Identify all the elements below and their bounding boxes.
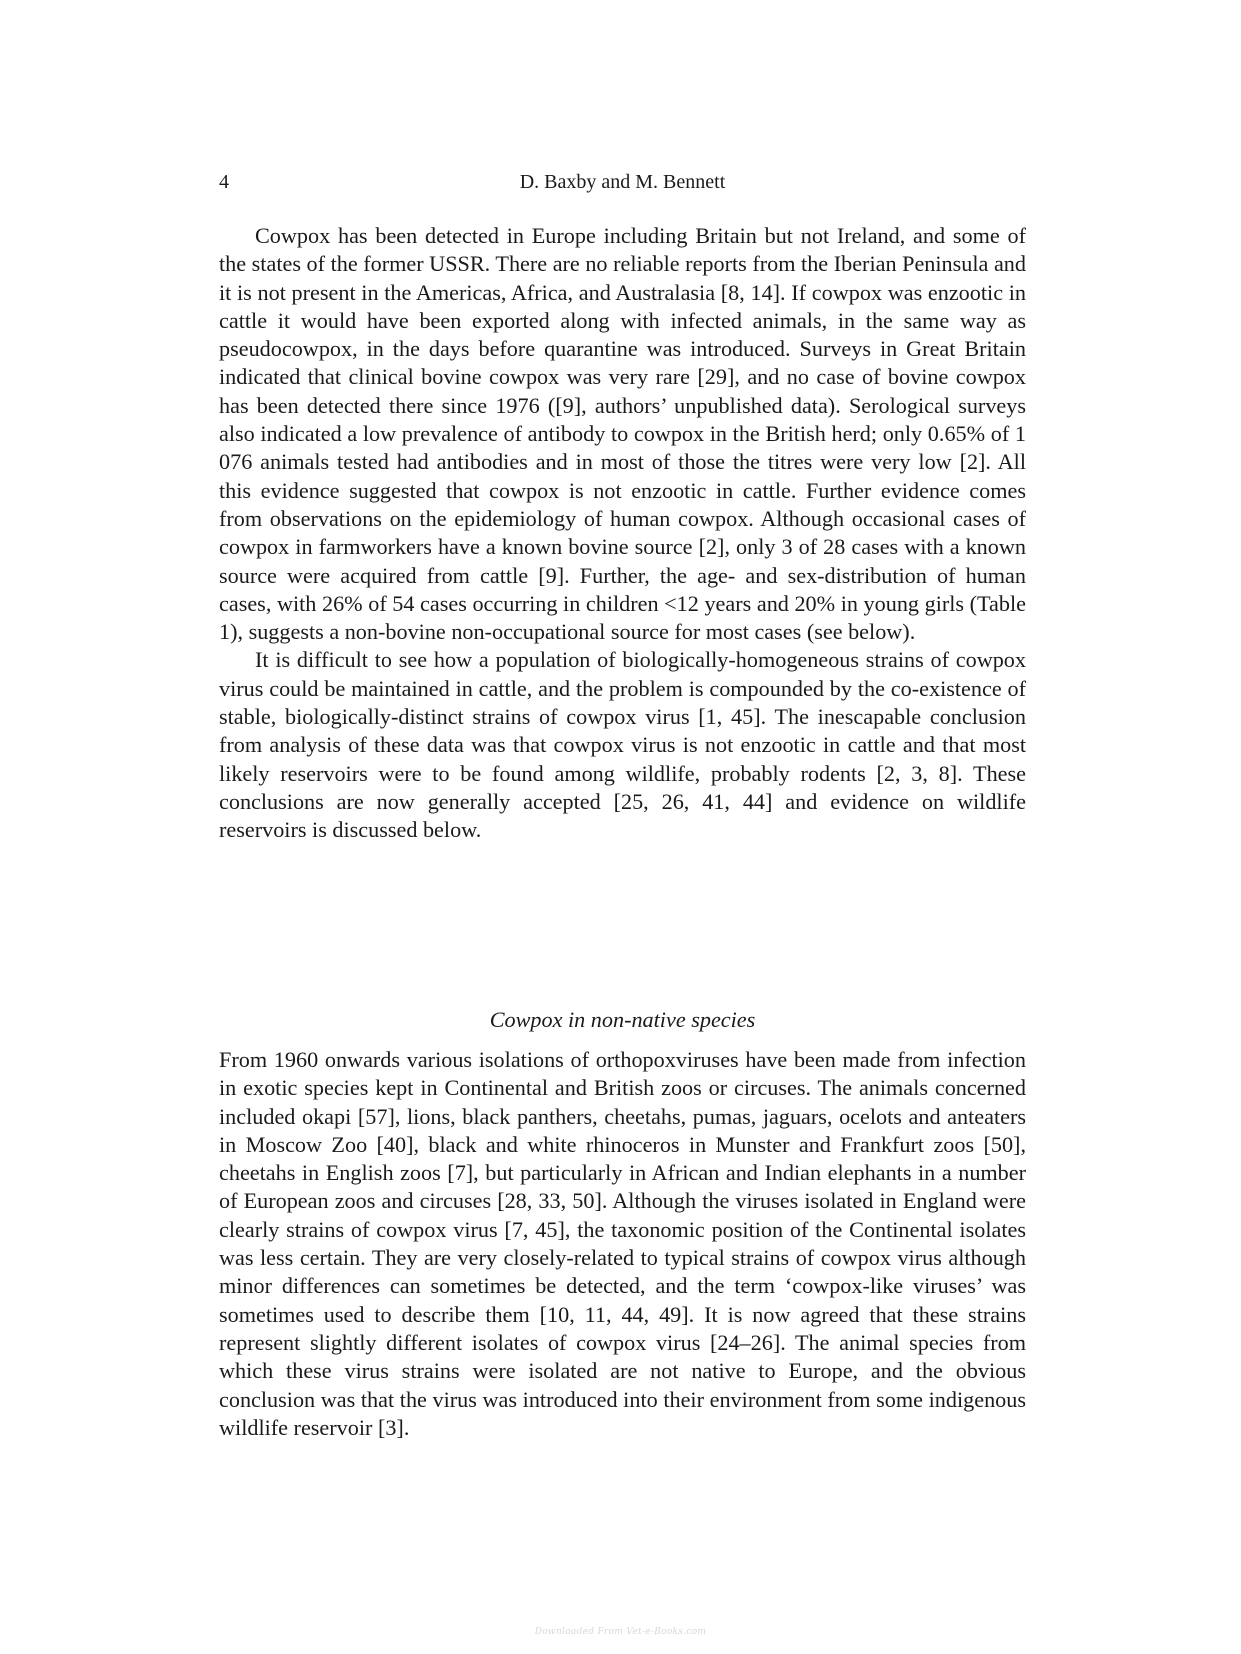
watermark: Downloaded From Vet-e-Books.com	[534, 1627, 707, 1637]
section-heading: Cowpox in non-native species	[489, 1007, 756, 1032]
running-head	[219, 168, 1026, 196]
page-number: 4	[219, 171, 229, 193]
body-text-intro	[219, 222, 1026, 845]
paragraph-non-native-species: From 1960 onwards various isolations of orthopoxviruses have been made from infection in exotic species kept in Continental and British zoos or circuses. The animals concerned included okapi [57], lions, black panthers, cheetahs, pumas, jaguars, ocelots and anteaters in Moscow Zoo [40], black and white rhinoceros in Munster and Frankfurt zoos [50], cheetahs in English zoos [7], but particularly in African and Indian elephants in a number of European zoos and circuses [28, 33, 50]. Although the viruses isolated in England were clearly strains of cowpox virus [7, 45], the taxonomic position of the Continental isolates was less certain. They are very closely-related to typical strains of cowpox virus although minor differences can sometimes be detected, and the term ‘cowpox-like viruses’ was sometimes used to describe them [10, 11, 44, 49]. It is now agreed that these strains represent slightly different isolates of cowpox virus [24–26]. The animal species from which these virus strains were isolated are not native to Europe, and the obvious conclusion was that the virus was introduced into their environment from some indigenous wildlife reservoir [3].	[219, 1047, 1026, 1440]
running-title: D. Baxby and M. Bennett	[519, 171, 726, 193]
paragraph-cowpox-distribution: Cowpox has been detected in Europe including Britain but not Ireland, and some of the states of the former USSR. There are no reliable reports from the Iberian Peninsula and it is not present in the Americas, Africa, and Australasia [8, 14]. If cowpox was enzootic in cattle it would have been exported along with infected animals, in the same way as pseudocowpox, in the days before quarantine was introduced. Surveys in Great Britain indicated that clinical bovine cowpox was very rare [29], and no case of bovine cowpox has been detected there since 1976 ([9], authors’ unpublished data). Serological surveys also indicated a low prevalence of antibody to cowpox in the British herd; only 0.65% of 1 076 animals tested had antibodies and in most of those the titres were very low [2]. All this evidence suggested that cowpox is not enzootic in cattle. Further evidence comes from observations on the epidemiology of human cowpox. Although occasional cases of cowpox in farmworkers have a known bovine source [2], only 3 of 28 cases with a known source were acquired from cattle [9]. Further, the age- and sex-distribution of human cases, with 26% of 54 cases occurring in children <12 years and 20% in young girls (Table 1), suggests a non-bovine non-occupational source for most cases (see below).	[219, 223, 1026, 645]
paragraph-cattle-reservoir: It is difficult to see how a population of biologically-homogeneous strains of cowpox virus could be maintained in cattle, and the problem is compounded by the co-existence of stable, biologically-distinct strains of cowpox virus [1, 45]. The inescapable conclusion from analysis of these data was that cowpox virus is not enzootic in cattle and that most likely reservoirs were to be found among wildlife, probably rodents [2, 3, 8]. These conclusions are now generally accepted [25, 26, 41, 44] and evidence on wildlife reservoirs is discussed below.	[219, 647, 1026, 843]
body-text-non-native	[219, 1046, 1026, 1442]
